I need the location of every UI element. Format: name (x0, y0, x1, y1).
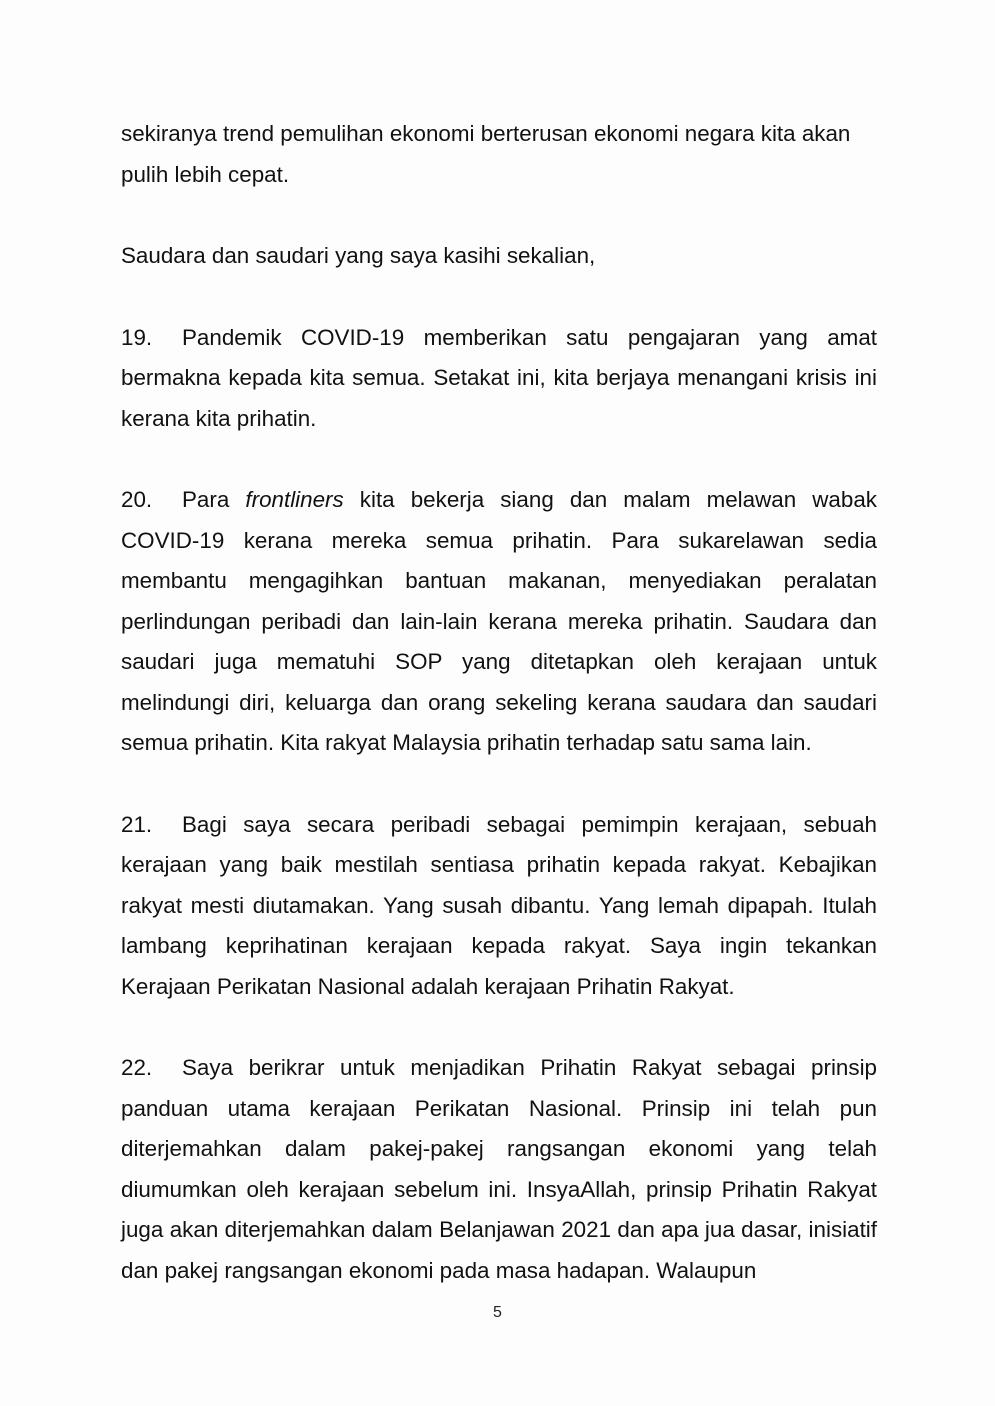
paragraph-text: Bagi saya secara peribadi sebagai pemimpin kerajaan, sebuah kerajaan yang baik mestilah sentiasa prihatin kepada rakyat. Kebajikan rakyat mesti diutamakan. Yang susah dibantu. Yang lemah dipapah. Itulah lambang keprihatinan kerajaan kepada rakyat. Saya ingin tekankan Kerajaan Perikatan Nasional adalah kerajaan Prihatin Rakyat. (121, 811, 877, 999)
document-body (121, 114, 877, 1332)
page-number: 5 (493, 1304, 502, 1321)
paragraph-text: Pandemik COVID-19 memberikan satu pengajaran yang amat bermakna kepada kita semua. Setakat ini, kita berjaya menangani krisis ini kerana kita prihatin. (121, 324, 877, 431)
continuation-paragraph: sekiranya trend pemulihan ekonomi berterusan ekonomi negara kita akan pulih lebih cepat. (121, 121, 851, 187)
paragraph-text: Para (182, 487, 246, 512)
paragraph-number: 20. (121, 487, 153, 512)
paragraph-number: 19. (121, 324, 153, 350)
paragraph-20 (121, 480, 877, 764)
paragraph-text-continued: kita bekerja siang dan malam melawan wabak COVID-19 kerana mereka semua prihatin. Para sukarelawan sedia membantu mengagihkan bantuan makanan, menyediakan peralatan perlindungan peribadi dan lain-lain kerana mereka prihatin. Saudara dan saudari juga mematuhi SOP yang ditetapkan oleh kerajaan untuk melindungi diri, keluarga dan orang sekeling kerana saudara dan saudari semua prihatin. Kita rakyat Malaysia prihatin terhadap satu sama lain. (121, 487, 877, 755)
paragraph-number: 21. (121, 811, 153, 837)
paragraph-text: Saya berikrar untuk menjadikan Prihatin Rakyat sebagai prinsip panduan utama kerajaan Perikatan Nasional. Prinsip ini telah pun diterjemahkan dalam pakej-pakej rangsangan ekonomi yang telah diumumkan oleh kerajaan sebelum ini. InsyaAllah, prinsip Prihatin Rakyat juga akan diterjemahkan dalam Belanjawan 2021 dan apa jua dasar, inisiatif dan pakej rangsangan ekonomi pada masa hadapan. Walaupun (121, 1055, 877, 1283)
paragraph-emphasis: frontliners (245, 487, 344, 512)
paragraph-22 (121, 1048, 877, 1291)
paragraph-19 (121, 318, 877, 440)
paragraph-number: 22. (121, 1055, 153, 1080)
paragraph-21 (121, 805, 877, 1008)
salutation-paragraph: Saudara dan saudari yang saya kasihi sekalian, (121, 243, 596, 268)
